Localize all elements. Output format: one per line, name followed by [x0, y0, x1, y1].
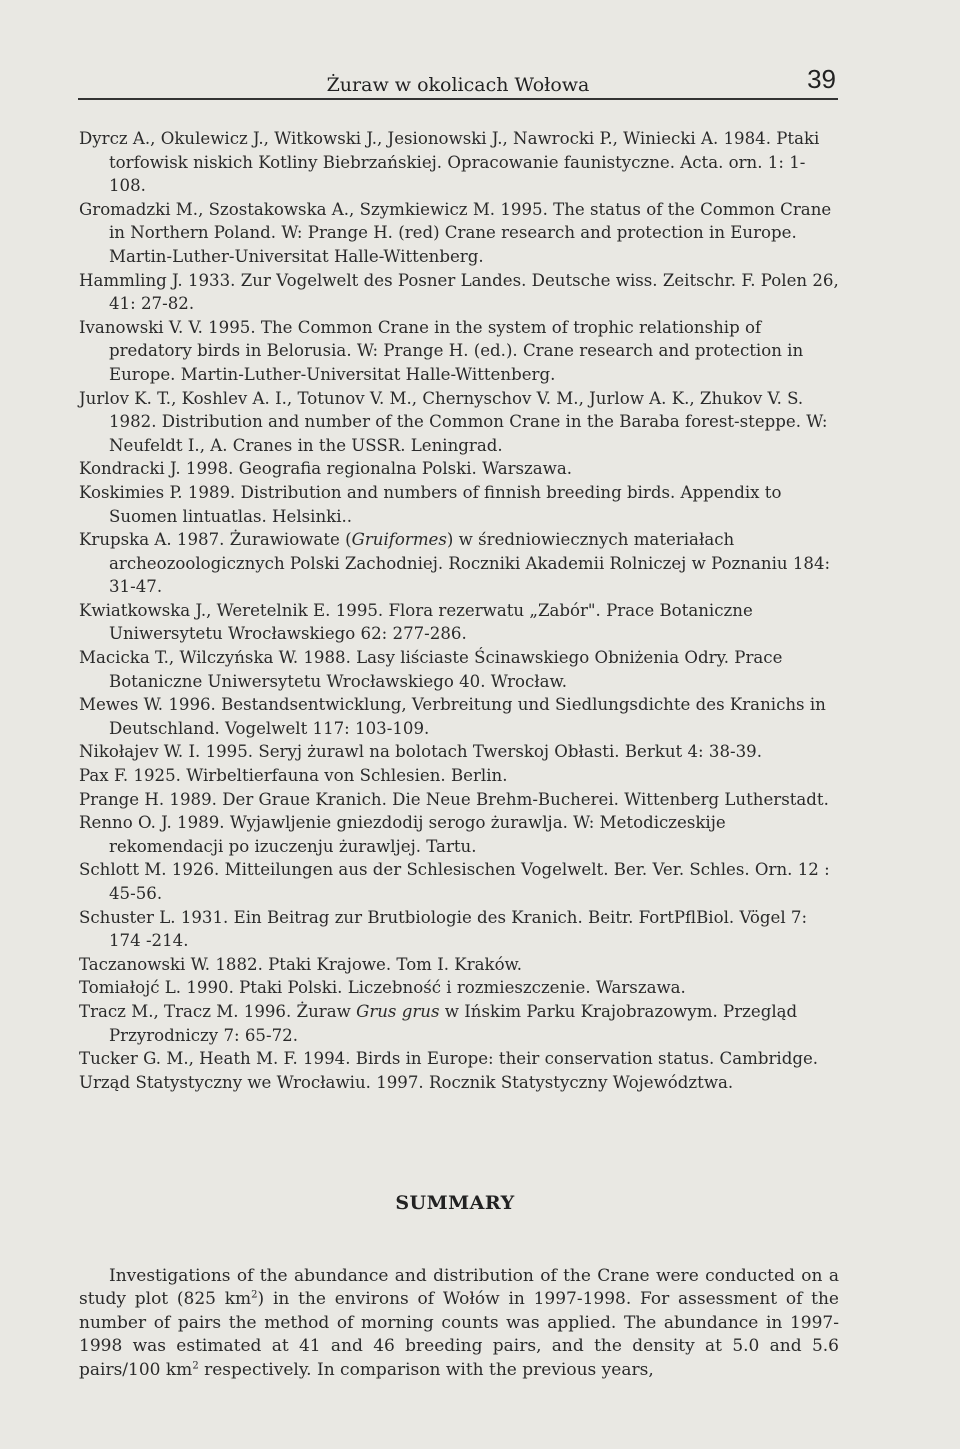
reference-list: [79, 127, 839, 1094]
reference-item: Ivanowski V. V. 1995. The Common Crane in the system of trophic relationship of predatory birds in Belorusia. W: Prange H. (ed.). Crane research and protection in Europe. Martin-Luther-Universitat Halle-Wittenberg.: [79, 317, 804, 384]
reference-item: Prange H. 1989. Der Graue Kranich. Die Neue Brehm-Bucherei. Wittenberg Lutherstadt.: [79, 789, 829, 809]
reference-item: Jurlov K. T., Koshlev A. I., Totunov V. M., Chernyschov V. M., Jurlow A. K., Zhukov V. S. 1982. Distribution and number of the Common Crane in the Baraba forest-steppe. W: Neufeldt I., A. Cranes in the USSR. Leningrad.: [79, 388, 828, 455]
summary-text-part: respectively. In comparison with the previous years,: [198, 1359, 654, 1380]
reference-text: ) w średniowiecznych materiałach archeozoologicznych Polski Zachodniej. Roczniki Akademii Rolniczej w Poznaniu 184: 31-47.: [109, 530, 831, 597]
page-header: [78, 62, 838, 100]
reference-item: Tucker G. M., Heath M. F. 1994. Birds in Europe: their conservation status. Cambridge.: [79, 1049, 819, 1069]
summary-paragraph: [79, 1265, 839, 1382]
reference-item: Tomiałojć L. 1990. Ptaki Polski. Liczebność i rozmieszczenie. Warszawa.: [79, 978, 686, 998]
reference-text: Tracz M., Tracz M. 1996. Żuraw: [79, 1001, 357, 1021]
taxon-name: Gruiformes: [351, 530, 447, 550]
reference-item: Kondracki J. 1998. Geografia regionalna Polski. Warszawa.: [79, 459, 573, 479]
page-number: 39: [807, 64, 836, 94]
reference-item: Kwiatkowska J., Weretelnik E. 1995. Flora rezerwatu „Zabór". Prace Botaniczne Uniwersytetu Wrocławskiego 62: 277-286.: [79, 600, 753, 644]
superscript: 2: [192, 1359, 199, 1371]
reference-item: Taczanowski W. 1882. Ptaki Krajowe. Tom I. Kraków.: [79, 954, 523, 974]
superscript: 2: [251, 1289, 258, 1301]
reference-item: Schuster L. 1931. Ein Beitrag zur Brutbiologie des Kranich. Beitr. FortPflBiol. Vögel 7: 174 -214.: [79, 907, 808, 951]
summary-text-part: Investigations of the abundance and distribution of the Crane were conducted on a study plot (825 km: [79, 1266, 839, 1310]
running-title: Żuraw w okolicach Wołowa: [326, 74, 590, 96]
reference-item: Macicka T., Wilczyńska W. 1988. Lasy liściaste Ścinawskiego Obniżenia Odry. Prace Botaniczne Uniwersytetu Wrocławskiego 40. Wrocław.: [79, 648, 783, 691]
reference-item: Mewes W. 1996. Bestandsentwicklung, Verbreitung und Siedlungsdichte des Kranichs in Deutschland. Vogelwelt 117: 103-109.: [79, 695, 826, 738]
reference-item: [79, 528, 839, 599]
reference-item: Urząd Statystyczny we Wrocławiu. 1997. Rocznik Statystyczny Województwa.: [79, 1072, 734, 1092]
summary-text-part: ) in the environs of Wołów in 1997-1998. For assessment of the number of pairs the method of morning counts was applied. The abundance in 1997-1998 was estimated at 41 and 46 breeding pairs, and the density at 5.0 and 5.6 pairs/100 km: [79, 1289, 839, 1380]
reference-item: Nikołajev W. I. 1995. Seryj żurawl na bolotach Twerskoj Obłasti. Berkut 4: 38-39.: [79, 742, 762, 762]
reference-item: Dyrcz A., Okulewicz J., Witkowski J., Jesionowski J., Nawrocki P., Winiecki A. 1984. Ptaki torfowisk niskich Kotliny Biebrzańskiej. Opracowanie faunistyczne. Acta. orn. 1: 1-108.: [79, 129, 820, 196]
reference-item: Hammling J. 1933. Zur Vogelwelt des Posner Landes. Deutsche wiss. Zeitschr. F. Polen 26, 41: 27-82.: [79, 270, 839, 314]
reference-item: Schlott M. 1926. Mitteilungen aus der Schlesischen Vogelwelt. Ber. Ver. Schles. Orn. 12 : 45-56.: [79, 860, 830, 903]
reference-item: [79, 1000, 839, 1047]
reference-item: Koskimies P. 1989. Distribution and numbers of finnish breeding birds. Appendix to Suomen lintuatlas. Helsinki..: [79, 482, 782, 526]
reference-item: Pax F. 1925. Wirbeltierfauna von Schlesien. Berlin.: [79, 766, 508, 786]
summary-heading: SUMMARY: [395, 1192, 515, 1214]
reference-item: Gromadzki M., Szostakowska A., Szymkiewicz M. 1995. The status of the Common Crane in Northern Poland. W: Prange H. (red) Crane research and protection in Europe. Martin-Luther-Universitat Halle-Wittenberg.: [79, 199, 832, 266]
taxon-name: Grus grus: [356, 1001, 440, 1021]
reference-text: Krupska A. 1987. Żurawiowate (: [79, 530, 352, 550]
reference-text: w Ińskim Parku Krajobrazowym. Przegląd Przyrodniczy 7: 65-72.: [109, 1001, 798, 1045]
reference-item: Renno O. J. 1989. Wyjawljenie gniezdodij serogo żurawlja. W: Metodiczeskije rekomendacji po izuczenju żurawljej. Tartu.: [79, 813, 726, 856]
